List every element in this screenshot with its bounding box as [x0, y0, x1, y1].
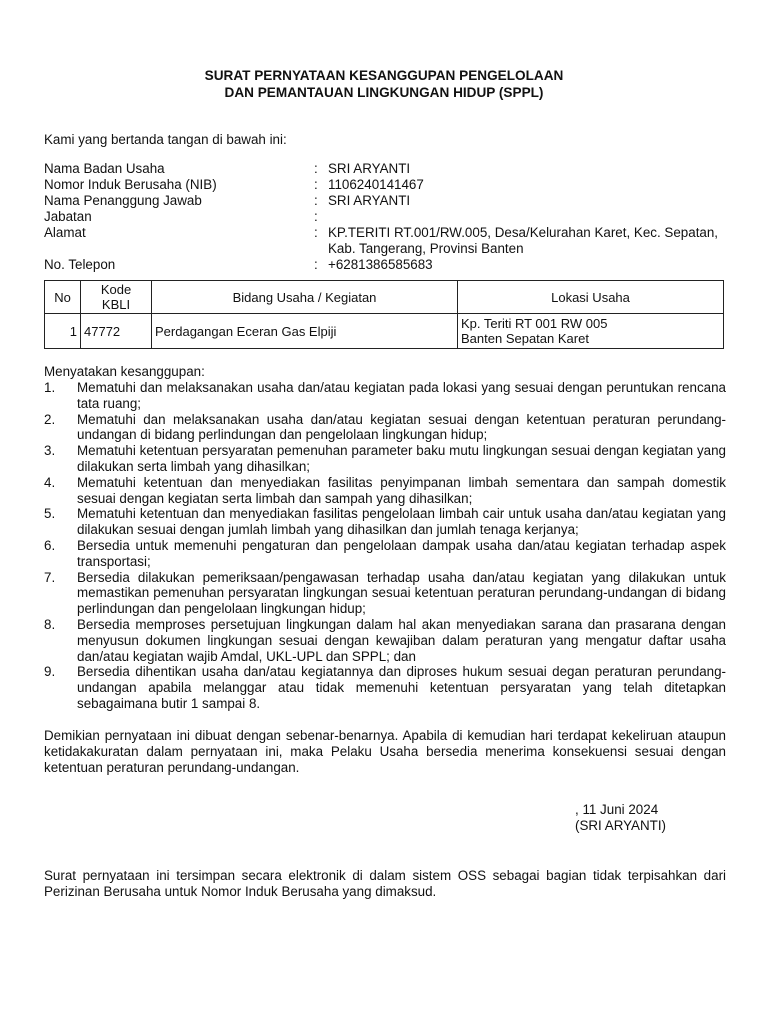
field-row-jabatan	[44, 209, 724, 225]
item-text: Mematuhi ketentuan persyaratan pemenuhan parameter baku mutu lingkungan sesuai dengan kegiatan yang dilakukan serta limbah yang dihasilkan;	[77, 443, 726, 474]
list-item	[44, 443, 726, 475]
field-label: No. Telepon	[44, 257, 116, 272]
field-value: SRI ARYANTI	[328, 193, 411, 208]
list-item	[44, 506, 726, 538]
document-title	[0, 67, 768, 101]
list-item	[44, 380, 726, 412]
header-kode-line-2: KBLI	[101, 297, 131, 312]
field-value: KP.TERITI RT.001/RW.005, Desa/Kelurahan Karet, Kec. Sepatan, Kab. Tangerang, Provinsi Banten	[328, 225, 719, 256]
field-colon: :	[314, 161, 318, 176]
item-number: 4.	[44, 474, 56, 490]
item-text: Bersedia dihentikan usaha dan/atau kegiatannya dan diproses hukum sesuai degan peraturan perundang-undangan apabila melanggar atau tidak memenuhi ketentuan persyaratan yang telah ditetapkan sebagaimana butir 1 sampai 8.	[77, 664, 726, 711]
cell-no: 1	[45, 314, 81, 349]
identity-fields	[44, 161, 724, 273]
title-line-2: DAN PEMANTAUAN LINGKUNGAN HIDUP (SPPL)	[224, 85, 544, 100]
title-line-1: SURAT PERNYATAAN KESANGGUPAN PENGELOLAAN	[204, 68, 564, 83]
item-number: 2.	[44, 411, 56, 427]
item-number: 8.	[44, 616, 56, 632]
field-row-penanggung-jawab	[44, 193, 724, 209]
field-row-nib	[44, 177, 724, 193]
item-number: 6.	[44, 537, 56, 553]
cell-lokasi-line-1: Kp. Teriti RT 001 RW 005	[461, 316, 608, 331]
cell-bidang: Perdagangan Eceran Gas Elpiji	[152, 314, 458, 349]
header-lokasi-usaha: Lokasi Usaha	[458, 281, 724, 314]
item-text: Bersedia dilakukan pemeriksaan/pengawasan terhadap usaha dan/atau kegiatan yang dilakukan untuk memastikan pemenuhan persyaratan lingkungan sesuai ketentuan peraturan perundang-undangan di bidang perlindungan dan pengelolaan lingkungan hidup;	[77, 569, 726, 617]
footer-note: Surat pernyataan ini tersimpan secara elektronik di dalam sistem OSS sebagai bagian tidak terpisahkan dari Perizinan Berusaha untuk Nomor Induk Berusaha yang dimaksud.	[44, 868, 726, 899]
list-item	[44, 412, 726, 444]
signature-date: , 11 Juni 2024	[575, 802, 659, 817]
field-row-alamat	[44, 225, 724, 257]
closing-paragraph: Demikian pernyataan ini dibuat dengan sebenar-benarnya. Apabila di kemudian hari terdapat kekeliruan ataupun ketidakakuratan dalam pernyataan ini, maka Pelaku Usaha bersedia menerima konsekuensi sesuai dengan ketentuan peraturan perundang-undangan.	[44, 728, 726, 775]
item-text: Mematuhi ketentuan dan menyediakan fasilitas penyimpanan limbah sementara dan sampah domestik sesuai dengan kegiatan serta limbah dan sampah yang dihasilkan;	[77, 474, 726, 506]
item-number: 3.	[44, 443, 56, 459]
item-text: Mematuhi ketentuan dan menyediakan fasilitas pengelolaan limbah cair untuk usaha dan/atau kegiatan yang dilakukan sesuai dengan jumlah limbah yang dihasilkan dan jumlah tenaga kerjanya;	[77, 506, 726, 538]
cell-lokasi-line-2: Banten Sepatan Karet	[461, 331, 589, 346]
field-value: 1106240141467	[328, 177, 424, 192]
header-kode-kbli	[81, 281, 152, 314]
header-kode-line-1: Kode	[100, 282, 132, 297]
item-text: Bersedia untuk memenuhi pengaturan dan pengelolaan dampak usaha dan/atau kegiatan terhadap aspek transportasi;	[77, 537, 726, 569]
field-row-telepon	[44, 257, 724, 273]
signature-name: (SRI ARYANTI)	[575, 818, 667, 833]
signature-block	[575, 802, 666, 834]
item-number: 1.	[44, 380, 56, 395]
field-colon: :	[314, 209, 318, 224]
item-text: Bersedia memproses persetujuan lingkungan dalam hal akan menyediakan sarana dan prasarana dengan menyusun dokumen lingkungan sesuai dengan kewajiban dalam peraturan yang mengatur daftar usaha dan/atau kegiatan wajib Amdal, UKL-UPL dan SPPL; dan	[77, 616, 726, 664]
field-colon: :	[314, 177, 318, 192]
field-label: Nomor Induk Berusaha (NIB)	[44, 177, 217, 192]
item-number: 9.	[44, 664, 56, 680]
declaration-list	[44, 380, 726, 712]
table-header-row	[45, 281, 724, 314]
field-label: Nama Penanggung Jawab	[44, 193, 202, 208]
item-text: Mematuhi dan melaksanakan usaha dan/atau kegiatan pada lokasi yang sesuai dengan peruntukan rencana tata ruang;	[77, 380, 726, 411]
list-item	[44, 475, 726, 507]
field-label: Jabatan	[44, 209, 92, 224]
list-item	[44, 570, 726, 617]
field-label: Nama Badan Usaha	[44, 161, 165, 176]
list-item	[44, 538, 726, 570]
cell-kode: 47772	[81, 314, 152, 349]
item-number: 5.	[44, 506, 56, 522]
field-value: SRI ARYANTI	[328, 161, 411, 176]
field-colon: :	[314, 257, 318, 272]
field-value: +6281386585683	[328, 257, 433, 272]
declaration-heading: Menyatakan kesanggupan:	[44, 364, 205, 379]
kbli-table	[44, 280, 724, 349]
field-label: Alamat	[44, 225, 86, 240]
header-bidang-usaha: Bidang Usaha / Kegiatan	[152, 281, 458, 314]
cell-lokasi	[458, 314, 724, 349]
item-text: Mematuhi dan melaksanakan usaha dan/atau kegiatan sesuai dengan ketentuan peraturan perundang-undangan di bidang perlindungan dan pengelolaan lingkungan hidup;	[77, 411, 726, 443]
field-colon: :	[314, 193, 318, 208]
field-value	[328, 209, 724, 225]
intro-text: Kami yang bertanda tangan di bawah ini:	[44, 132, 287, 147]
list-item	[44, 617, 726, 664]
field-row-nama-badan-usaha	[44, 161, 724, 177]
list-item	[44, 664, 726, 711]
table-row	[45, 314, 724, 349]
item-number: 7.	[44, 569, 56, 585]
header-no: No	[45, 281, 81, 314]
field-colon: :	[314, 225, 318, 240]
